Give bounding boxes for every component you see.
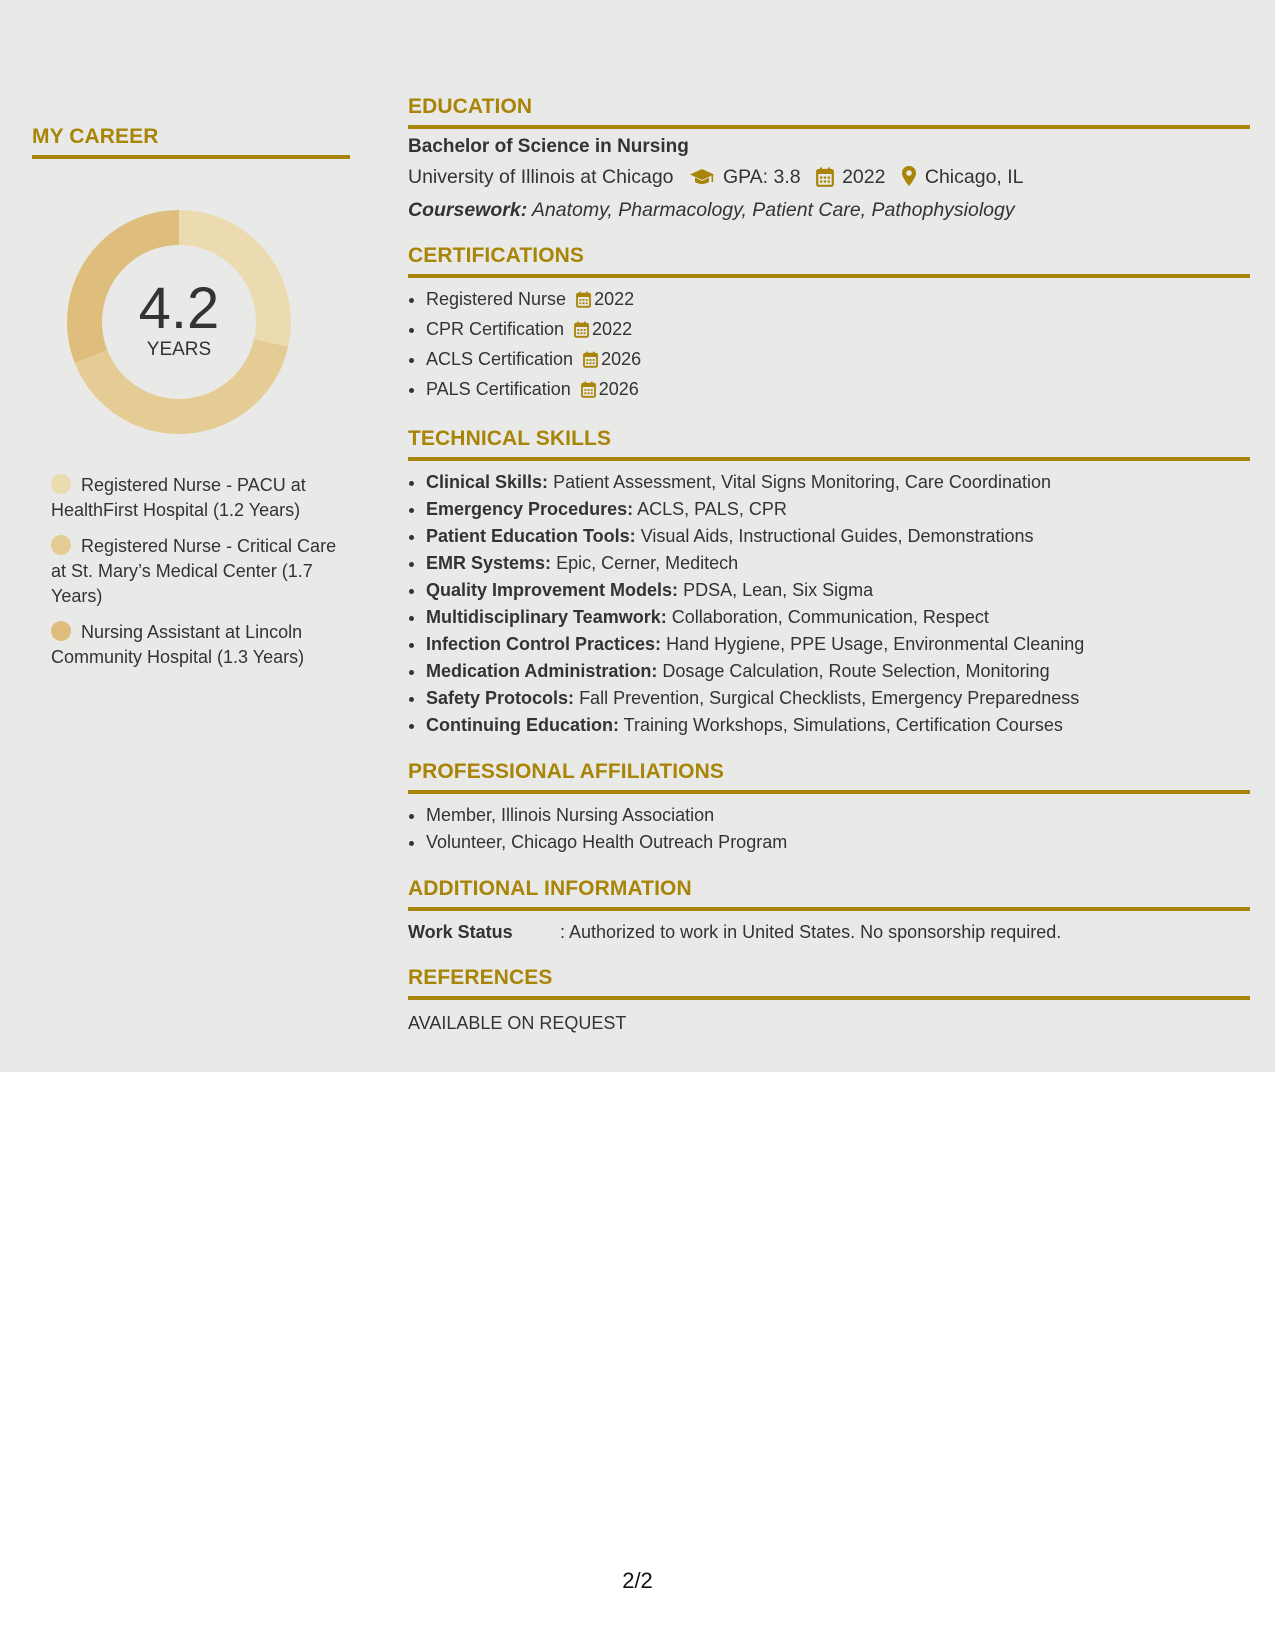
list-item xyxy=(426,469,1250,496)
skill-label: Quality Improvement Models: xyxy=(426,580,679,600)
cert-name: PALS Certification xyxy=(426,379,571,399)
skill-value: Epic, Cerner, Meditech xyxy=(556,553,739,573)
coursework xyxy=(408,197,1250,223)
skill-label: Emergency Procedures: xyxy=(426,499,634,519)
list-item xyxy=(426,604,1250,631)
work-status-value: : Authorized to work in United States. No sponsorship required. xyxy=(560,922,1062,942)
skill-value: Hand Hygiene, PPE Usage, Environmental Cleaning xyxy=(666,634,1085,654)
certifications-title: CERTIFICATIONS xyxy=(408,243,1250,278)
affiliations-section xyxy=(408,759,1250,856)
cert-name: Registered Nurse xyxy=(426,289,567,309)
calendar-icon xyxy=(581,379,596,406)
skills-list xyxy=(408,469,1250,739)
skill-label: Medication Administration: xyxy=(426,661,658,681)
affiliations-list xyxy=(408,802,1250,856)
coursework-list: Anatomy, Pharmacology, Patient Care, Pathophysiology xyxy=(531,199,1015,221)
certifications-section xyxy=(408,243,1250,406)
cert-year: 2022 xyxy=(592,319,633,339)
list-item xyxy=(426,577,1250,604)
calendar-icon xyxy=(576,289,591,316)
skill-label: Multidisciplinary Teamwork: xyxy=(426,607,667,627)
career-column xyxy=(32,124,350,681)
list-item xyxy=(426,658,1250,685)
work-status-label: Work Status xyxy=(408,922,513,942)
skill-value: Dosage Calculation, Route Selection, Monitoring xyxy=(662,661,1050,681)
calendar-icon xyxy=(574,319,589,346)
technical-skills-title: TECHNICAL SKILLS xyxy=(408,426,1250,461)
list-item xyxy=(426,376,1250,406)
skill-value: Fall Prevention, Surgical Checklists, Emergency Preparedness xyxy=(579,688,1080,708)
list-item xyxy=(426,286,1250,316)
skill-value: Training Workshops, Simulations, Certification Courses xyxy=(623,715,1063,735)
skill-value: ACLS, PALS, CPR xyxy=(637,499,787,519)
skill-label: Patient Education Tools: xyxy=(426,526,636,546)
list-item xyxy=(426,496,1250,523)
legend-label: Nursing Assistant at Lincoln Community Hospital (1.3 Years) xyxy=(51,622,305,667)
list-item: • Member, Illinois Nursing Association xyxy=(426,802,1250,829)
references-title: REFERENCES xyxy=(408,965,1250,1000)
skill-label: Safety Protocols: xyxy=(426,688,575,708)
cert-year: 2026 xyxy=(601,349,642,369)
list-item xyxy=(426,550,1250,577)
cert-name: ACLS Certification xyxy=(426,349,574,369)
legend-item xyxy=(51,534,341,609)
location-pin-icon xyxy=(901,165,917,194)
technical-skills-section xyxy=(408,426,1250,739)
gpa: GPA: 3.8 xyxy=(722,166,801,188)
degree: Bachelor of Science in Nursing xyxy=(408,136,689,157)
legend-label: Registered Nurse - PACU at HealthFirst Hospital (1.2 Years) xyxy=(51,475,306,520)
legend-item xyxy=(51,620,341,670)
list-item xyxy=(426,523,1250,550)
additional-info-title: ADDITIONAL INFORMATION xyxy=(408,876,1250,911)
work-status-row xyxy=(408,919,1250,945)
career-donut-chart xyxy=(64,207,294,437)
graduation-year: 2022 xyxy=(842,166,886,188)
total-years-value: 4.2 xyxy=(138,276,220,341)
career-legend xyxy=(51,473,341,670)
skill-label: Clinical Skills: xyxy=(426,472,549,492)
education-details xyxy=(408,164,1250,194)
education-title: EDUCATION xyxy=(408,94,1250,129)
cert-year: 2026 xyxy=(598,379,639,399)
calendar-icon xyxy=(583,349,598,376)
legend-label: Registered Nurse - Critical Care at St. Mary’s Medical Center (1.7 Years) xyxy=(51,536,337,606)
total-years-unit: YEARS xyxy=(146,339,212,360)
graduation-cap-icon xyxy=(689,167,715,194)
skill-value: Visual Aids, Instructional Guides, Demonstrations xyxy=(640,526,1034,546)
cert-name: CPR Certification xyxy=(426,319,565,339)
skill-value: Collaboration, Communication, Respect xyxy=(671,607,989,627)
list-item xyxy=(426,631,1250,658)
list-item xyxy=(426,685,1250,712)
career-title: MY CAREER xyxy=(32,124,350,159)
list-item xyxy=(426,316,1250,346)
legend-dot xyxy=(51,621,71,641)
additional-info-section xyxy=(408,876,1250,945)
coursework-label: Coursework: xyxy=(408,199,528,221)
list-item xyxy=(426,346,1250,376)
education-section xyxy=(408,94,1250,223)
school-name: University of Illinois at Chicago xyxy=(408,166,674,188)
skill-label: Continuing Education: xyxy=(426,715,619,735)
legend-dot xyxy=(51,474,71,494)
calendar-icon xyxy=(816,167,834,194)
skill-label: EMR Systems: xyxy=(426,553,552,573)
references-text: AVAILABLE ON REQUEST xyxy=(408,1013,627,1033)
legend-item xyxy=(51,473,341,523)
page-number: 2/2 xyxy=(622,1568,653,1593)
legend-dot xyxy=(51,535,71,555)
skill-label: Infection Control Practices: xyxy=(426,634,662,654)
cert-year: 2022 xyxy=(594,289,635,309)
skill-value: Patient Assessment, Vital Signs Monitoring, Care Coordination xyxy=(553,472,1051,492)
affiliations-title: PROFESSIONAL AFFILIATIONS xyxy=(408,759,1250,794)
list-item xyxy=(426,712,1250,739)
references-section xyxy=(408,965,1250,1036)
skill-value: PDSA, Lean, Six Sigma xyxy=(683,580,874,600)
list-item: • Volunteer, Chicago Health Outreach Program xyxy=(426,829,1250,856)
certifications-list xyxy=(408,286,1250,406)
education-location: Chicago, IL xyxy=(924,166,1024,188)
main-column xyxy=(408,94,1250,1036)
